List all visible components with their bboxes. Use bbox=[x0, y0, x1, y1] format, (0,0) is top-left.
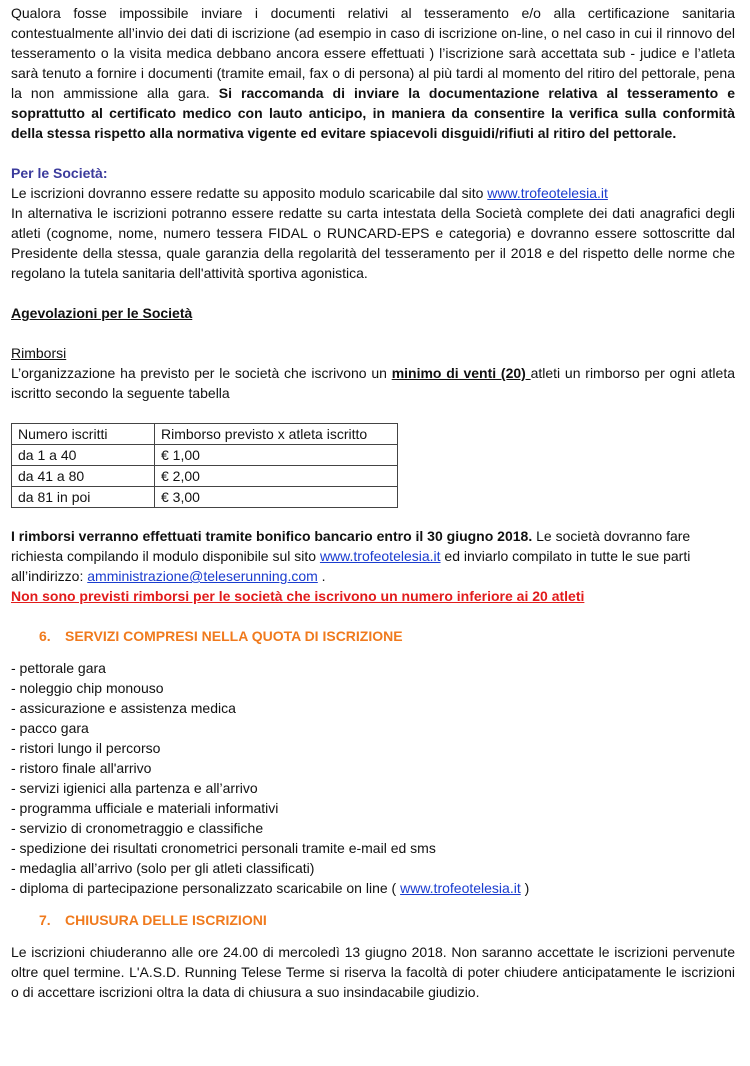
servizi-heading bbox=[39, 626, 735, 646]
chiusura-paragraph: Le iscrizioni chiuderanno alle ore 24.00 di mercoledì 13 giugno 2018. Non saranno accettate le iscrizioni pervenute oltre quel termine. L'A.S.D. Running Telese Terme si riserva la facoltà di poter chiudere anticipatamente le iscrizioni o di accettare iscrizioni oltra la data di chiusura a suo insindacabile giudizio. bbox=[11, 944, 735, 1000]
email-link[interactable]: amministrazione@teleserunning.com bbox=[87, 568, 318, 584]
societa-heading: Per le Società: bbox=[11, 165, 108, 181]
servizi-heading-text: SERVIZI COMPRESI NELLA QUOTA DI ISCRIZIONE bbox=[65, 628, 403, 644]
servizi-heading-number: 6. bbox=[39, 628, 51, 644]
table-cell: € 2,00 bbox=[155, 466, 398, 487]
list-item: - spedizione dei risultati cronometrici personali tramite e-mail ed sms bbox=[11, 840, 436, 856]
rimborsi-subheading bbox=[11, 343, 735, 363]
email-after: . bbox=[317, 568, 326, 584]
list-item: - programma ufficiale e materiali informativi bbox=[11, 800, 279, 816]
list-item: - ristori lungo il percorso bbox=[11, 740, 161, 756]
table-header-cell: Rimborso previsto x atleta iscritto bbox=[155, 424, 398, 445]
table-row bbox=[12, 466, 398, 487]
chiusura-heading-text: CHIUSURA DELLE ISCRIZIONI bbox=[65, 912, 267, 928]
rimborsi-table bbox=[11, 423, 398, 508]
list-item: - noleggio chip monouso bbox=[11, 680, 164, 696]
list-item: - assicurazione e assistenza medica bbox=[11, 700, 236, 716]
table-cell: da 1 a 40 bbox=[12, 445, 155, 466]
table-cell: da 41 a 80 bbox=[12, 466, 155, 487]
rimborsi-minimo: minimo di venti (20) bbox=[391, 365, 531, 381]
societa-line1-text: Le iscrizioni dovranno essere redatte su apposito modulo scaricabile dal sito bbox=[11, 185, 488, 201]
trofeotelesia-link[interactable]: www.trofeotelesia.it bbox=[400, 880, 521, 896]
societa-line1 bbox=[11, 183, 735, 203]
list-item-text: - diploma di partecipazione personalizzato scaricabile on line ( bbox=[11, 880, 401, 896]
list-item: - servizi igienici alla partenza e all’arrivo bbox=[11, 780, 258, 796]
table-header-cell: Numero iscritti bbox=[12, 424, 155, 445]
list-item: - servizio di cronometraggio e classifiche bbox=[11, 820, 264, 836]
agevolazioni-heading: Agevolazioni per le Società bbox=[11, 305, 193, 321]
table-row bbox=[12, 487, 398, 508]
rimborsi-details-text: Le società dovranno fare richiesta compilando il modulo disponibile sul sito bbox=[11, 528, 691, 564]
trofeotelesia-link[interactable]: www.trofeotelesia.it bbox=[487, 185, 608, 201]
rimborsi-paragraph bbox=[11, 363, 735, 403]
trofeotelesia-link[interactable]: www.trofeotelesia.it bbox=[319, 548, 441, 564]
rimborsi-subheading-text: Rimborsi bbox=[11, 345, 67, 361]
list-item-end: ) bbox=[520, 880, 530, 896]
servizi-list bbox=[11, 658, 735, 898]
list-item: - pacco gara bbox=[11, 720, 89, 736]
table-cell: da 81 in poi bbox=[12, 487, 155, 508]
chiusura-heading-number: 7. bbox=[39, 912, 51, 928]
table-header-row bbox=[12, 424, 398, 445]
rimborsi-details-text2: ed inviarlo compilato in tutte le sue parti all’indirizzo: bbox=[11, 548, 691, 584]
rimborsi-text-before: L’organizzazione ha previsto per le società che iscrivono un bbox=[11, 365, 392, 381]
rimborsi-warning: Non sono previsti rimborsi per le società che iscrivono un numero inferiore ai 20 atleti bbox=[11, 588, 585, 604]
rimborsi-text-after: atleti un rimborso per ogni atleta iscritto secondo la seguente tabella bbox=[11, 365, 735, 401]
societa-paragraph: In alternativa le iscrizioni potranno essere redatte su carta intestata della Società complete dei dati anagrafici degli atleti (cognome, nome, numero tessera FIDAL o RUNCARD-EPS e categoria) e dovranno essere sottoscritte dal Presidente della stessa, quale garanzia della regolarità del tesseramento per il 2018 e del rispetto delle norme che regolano la tutela sanitaria dell'attività sportiva agonistica. bbox=[11, 205, 735, 281]
list-item: - medaglia all’arrivo (solo per gli atleti classificati) bbox=[11, 860, 315, 876]
rimborsi-bold: I rimborsi verranno effettuati tramite bonifico bancario entro il 30 giugno 2018. bbox=[11, 528, 533, 544]
document-page bbox=[11, 3, 735, 1002]
chiusura-heading bbox=[39, 910, 735, 930]
intro-bold-text: Si raccomanda di inviare la documentazione relativa al tesseramento e soprattutto al certificato medico con lauto anticipo, in maniera da consentire la verifica sulla conformità della stessa rispetto alla normativa vigente ed evitare spiacevoli disguidi/rifiuti al ritiro del pettorale. bbox=[11, 85, 735, 141]
table-row bbox=[12, 445, 398, 466]
list-item bbox=[11, 878, 735, 898]
intro-paragraph bbox=[11, 3, 735, 143]
list-item: - ristoro finale all'arrivo bbox=[11, 760, 152, 776]
table-cell: € 1,00 bbox=[155, 445, 398, 466]
rimborsi-details bbox=[11, 526, 735, 586]
intro-text: Qualora fosse impossibile inviare i documenti relativi al tesseramento e/o alla certificazione sanitaria contestualmente all’invio dei dati di iscrizione (ad esempio in caso di iscrizione on-line, o nel caso in cui il rinnovo del tesseramento o la visita medica debbano ancora essere effettuati ) l’iscrizione sarà accettata sub - judice e l’atleta sarà tenuto a fornire i documenti (tramite email, fax o di persona) al più tardi al momento del ritiro del pettorale, pena la non ammissione alla gara. bbox=[11, 5, 735, 101]
table-cell: € 3,00 bbox=[155, 487, 398, 508]
list-item: - pettorale gara bbox=[11, 660, 106, 676]
